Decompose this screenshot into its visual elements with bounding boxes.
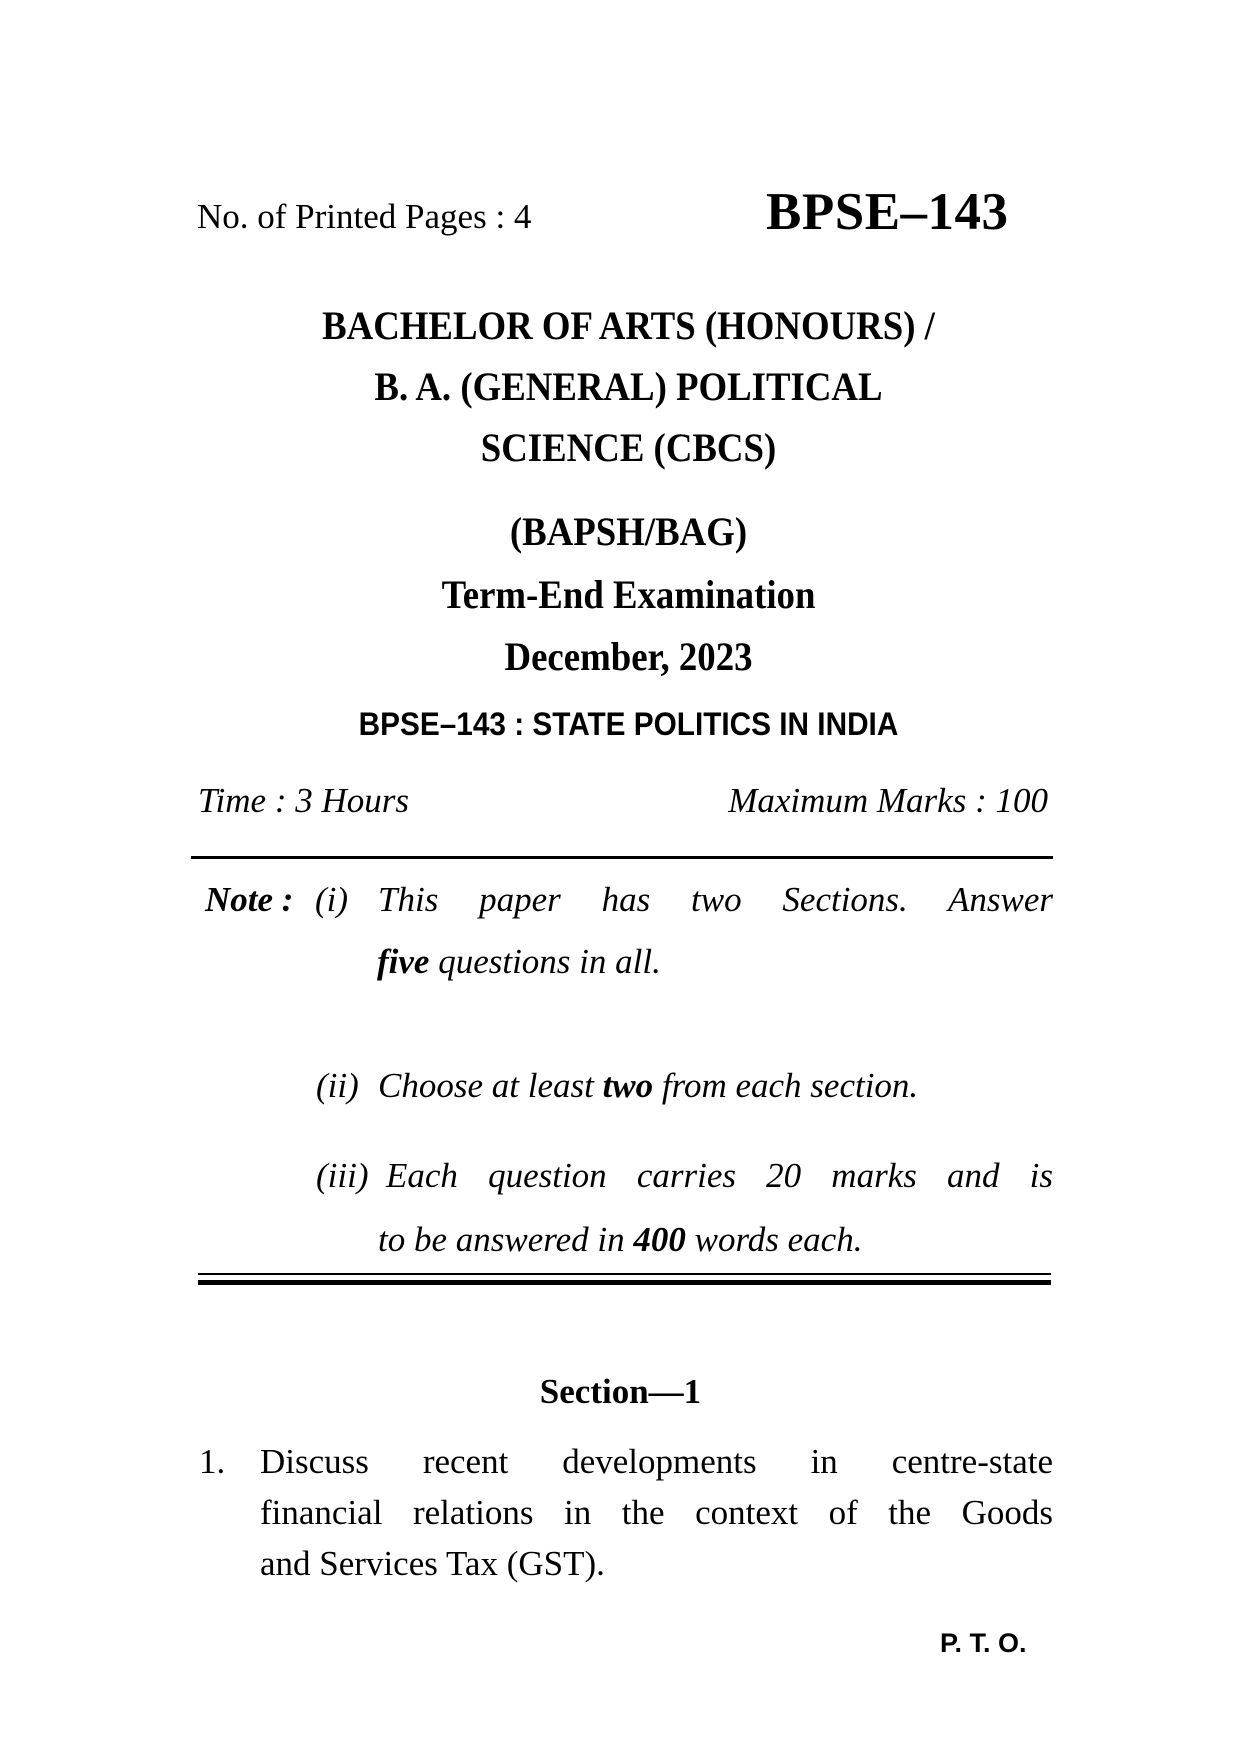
double-divider-thin xyxy=(198,1273,1051,1275)
note-item-number: (ii) xyxy=(316,1066,359,1105)
exam-date: December, 2023 xyxy=(504,634,753,679)
note-item-text-continued: to be answered in 400 words each. xyxy=(378,1220,863,1259)
printed-pages-count: No. of Printed Pages : 4 xyxy=(197,197,532,236)
section-heading: Section—1 xyxy=(539,1372,702,1411)
question-line: Discuss recent developments in centre-state xyxy=(260,1442,1053,1481)
question-line: and Services Tax (GST). xyxy=(260,1544,605,1583)
maximum-marks: Maximum Marks : 100 xyxy=(728,781,1048,820)
programme-title-line-2: B. A. (GENERAL) POLITICAL xyxy=(374,364,883,409)
programme-code: (BAPSH/BAG) xyxy=(509,509,748,554)
programme-title-line-1: BACHELOR OF ARTS (HONOURS) / xyxy=(322,303,935,348)
emphasis: two xyxy=(602,1066,654,1105)
note-item-text: Choose at least two from each section. xyxy=(378,1066,919,1105)
question-line: financial relations in the context of the Goods xyxy=(260,1493,1053,1532)
exam-duration: Time : 3 Hours xyxy=(198,781,409,820)
please-turn-over: P. T. O. xyxy=(940,1628,1027,1658)
note-item-number: (iii) xyxy=(316,1156,369,1195)
course-subject-title: BPSE–143 : STATE POLITICS IN INDIA xyxy=(358,706,899,742)
note-item-number: (i) xyxy=(315,880,349,919)
note-label: Note : xyxy=(205,880,294,919)
emphasis: five xyxy=(377,942,430,981)
note-item-text: Each question carries 20 marks and is xyxy=(386,1156,1053,1195)
double-divider-thick xyxy=(198,1280,1051,1285)
exam-name: Term-End Examination xyxy=(441,572,816,617)
horizontal-divider xyxy=(191,856,1053,859)
note-item-text-continued: five questions in all. xyxy=(377,942,661,981)
question-text xyxy=(260,1436,1053,1589)
question-number: 1. xyxy=(199,1442,226,1481)
emphasis: 400 xyxy=(633,1220,686,1259)
programme-title-line-3: SCIENCE (CBCS) xyxy=(480,425,777,470)
note-item-text: This paper has two Sections. Answer xyxy=(378,880,1053,919)
paper-code: BPSE–143 xyxy=(766,183,1009,241)
